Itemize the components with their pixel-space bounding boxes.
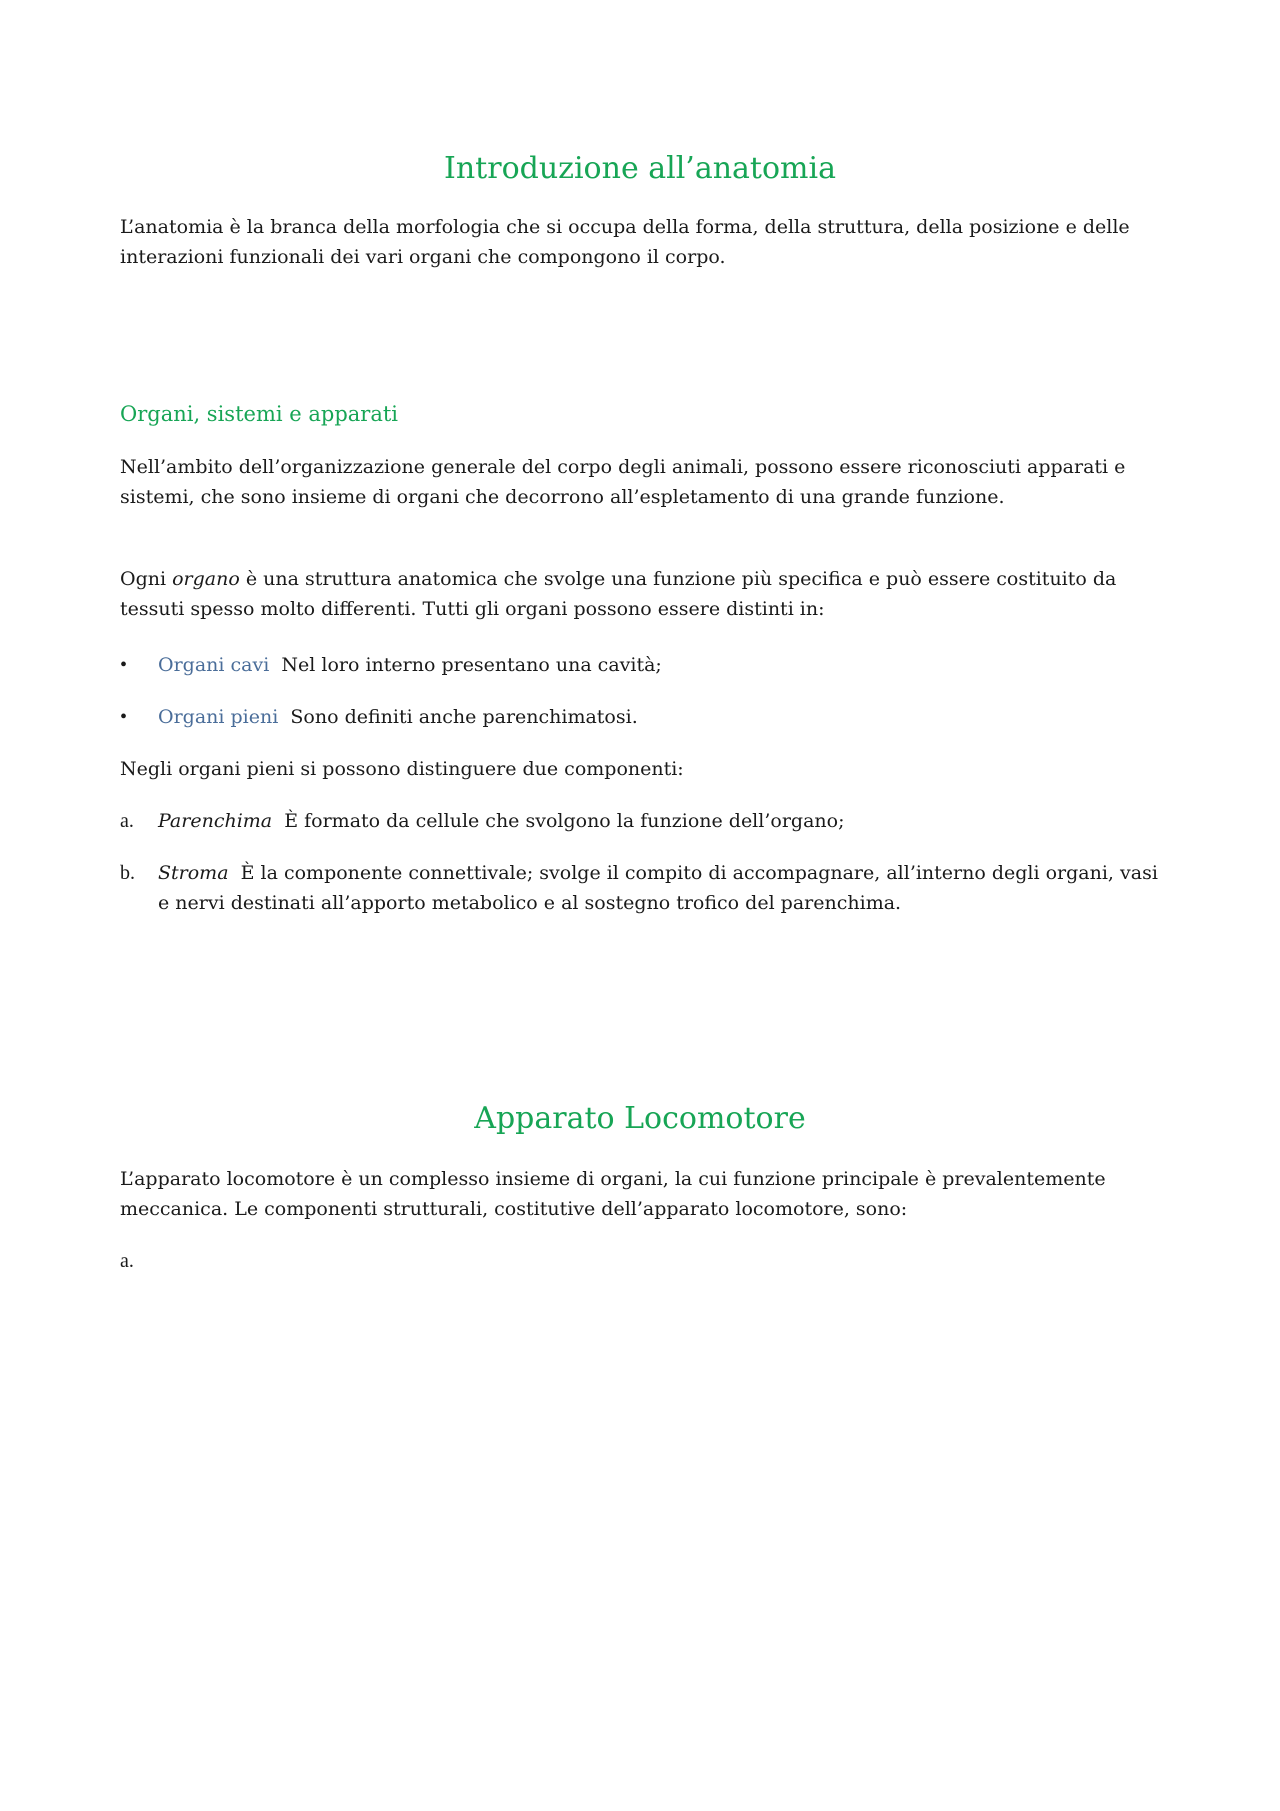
bullet-text: Sono definiti anche parenchimatosi. [290,706,638,728]
term-organi-pieni: Organi pieni [158,706,279,728]
paragraph-apparato-locomotore: L’apparato locomotore è un complesso insieme di organi, la cui funzione principale è prevalentemente meccanica. Le componenti strutturali, costitutive dell’apparato locomotore, sono: [120,1168,1106,1220]
paragraph-organizzazione: Nell’ambito dell’organizzazione generale del corpo degli animali, possono essere riconosciuti apparati e sistemi, che sono insieme di organi che decorrono all’espletamento di una grande funzione. [120,456,1126,508]
list-text: È formato da cellule che svolgono la funzione dell’organo; [284,810,845,832]
paragraph-componenti: Negli organi pieni si possono distinguere due componenti: [120,758,684,780]
organo-rest: è una struttura anatomica che svolge una funzione più specifica e può essere costituito da tessuti spesso molto differenti. Tutti gli organi possono essere distinti in: [120,568,1117,620]
term-stroma: Stroma [158,862,229,884]
heading-organi-sistemi: Organi, sistemi e apparati [120,402,398,426]
document-page [120,0,1160,1811]
title-apparato-locomotore: Apparato Locomotore [474,1101,806,1136]
organo-prefix: Ogni [120,568,173,590]
organo-term: organo [172,568,240,590]
paragraph-organo [120,564,1160,624]
bullet-text: Nel loro interno presentano una cavità; [281,654,662,676]
term-parenchima: Parenchima [158,810,273,832]
term-organi-cavi: Organi cavi [158,654,270,676]
list-text: È la componente connettivale; svolge il compito di accompagnare, all’interno degli organi, vasi e nervi destinati all’apporto metabolico e al sostegno trofico del parenchima. [158,862,1158,914]
list-marker: a. [120,810,134,832]
title-introduzione: Introduzione all’anatomia [444,151,836,186]
list-marker: b. [120,862,135,884]
bullet-marker: • [120,706,128,728]
paragraph-anatomia: L’anatomia è la branca della morfologia che si occupa della forma, della struttura, della posizione e delle interazioni funzionali dei vari organi che compongono il corpo. [120,216,1130,268]
list-marker: a. [120,1250,134,1272]
bullet-marker: • [120,654,128,676]
